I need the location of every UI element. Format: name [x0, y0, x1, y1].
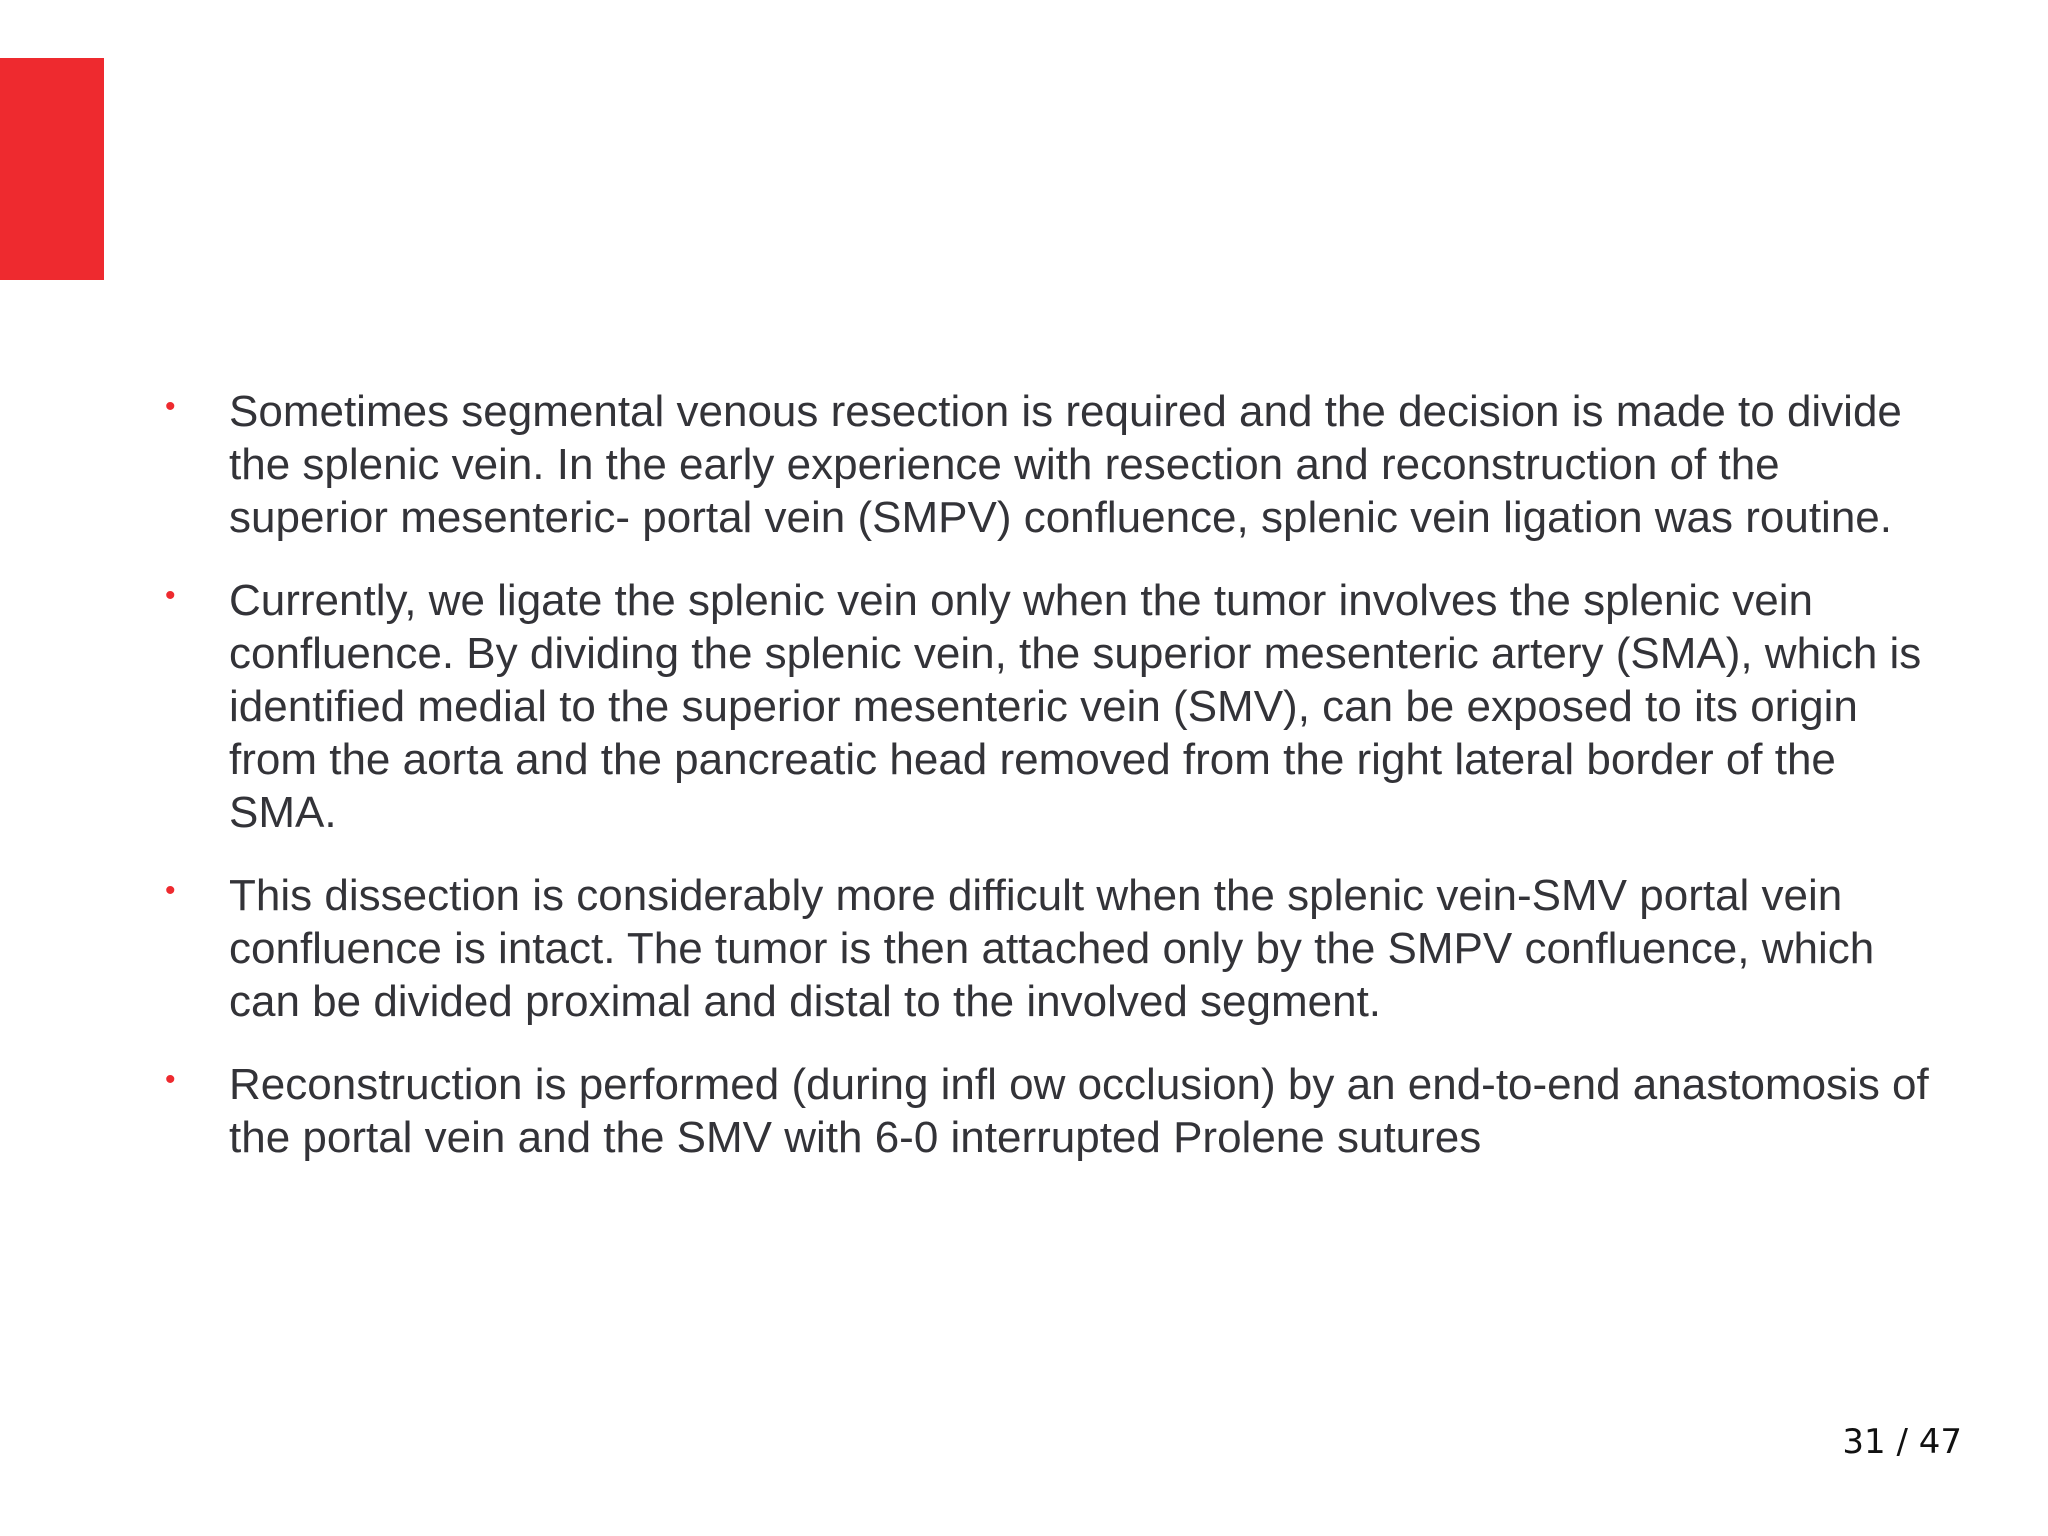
bullet-item — [160, 574, 1940, 839]
bullet-text: Sometimes segmental venous resection is required and the decision is made to divide the splenic vein. In the early experience with resection and reconstruction of the superior mesenteric- portal vein (SMPV) confluence, splenic vein ligation was routine. — [229, 387, 1902, 542]
bullet-list — [160, 385, 1940, 1194]
page-number: 31 / 47 — [1842, 1422, 1962, 1462]
bullet-text: This dissection is considerably more difficult when the splenic vein-SMV portal vein confluence is intact. The tumor is then attached only by the SMPV confluence, which can be divided proximal and distal to the involved segment. — [229, 871, 1875, 1026]
bullet-dot-icon: • — [165, 1063, 176, 1096]
bullet-text: Currently, we ligate the splenic vein only when the tumor involves the splenic vein confluence. By dividing the splenic vein, the superior mesenteric artery (SMA), which is identified medial to the superior mesenteric vein (SMV), can be exposed to its origin from the aorta and the pancreatic head removed from the right lateral border of the SMA. — [229, 576, 1922, 837]
bullet-item — [160, 1058, 1940, 1164]
bullet-dot-icon: • — [165, 579, 176, 612]
bullet-dot-icon: • — [165, 390, 176, 423]
bullet-dot-icon: • — [165, 874, 176, 907]
bullet-text: Reconstruction is performed (during infl ow occlusion) by an end-to-end anastomosis of the portal vein and the SMV with 6-0 interrupted Prolene sutures — [229, 1060, 1929, 1162]
bullet-item — [160, 869, 1940, 1028]
accent-bar — [0, 58, 104, 280]
bullet-item — [160, 385, 1940, 544]
